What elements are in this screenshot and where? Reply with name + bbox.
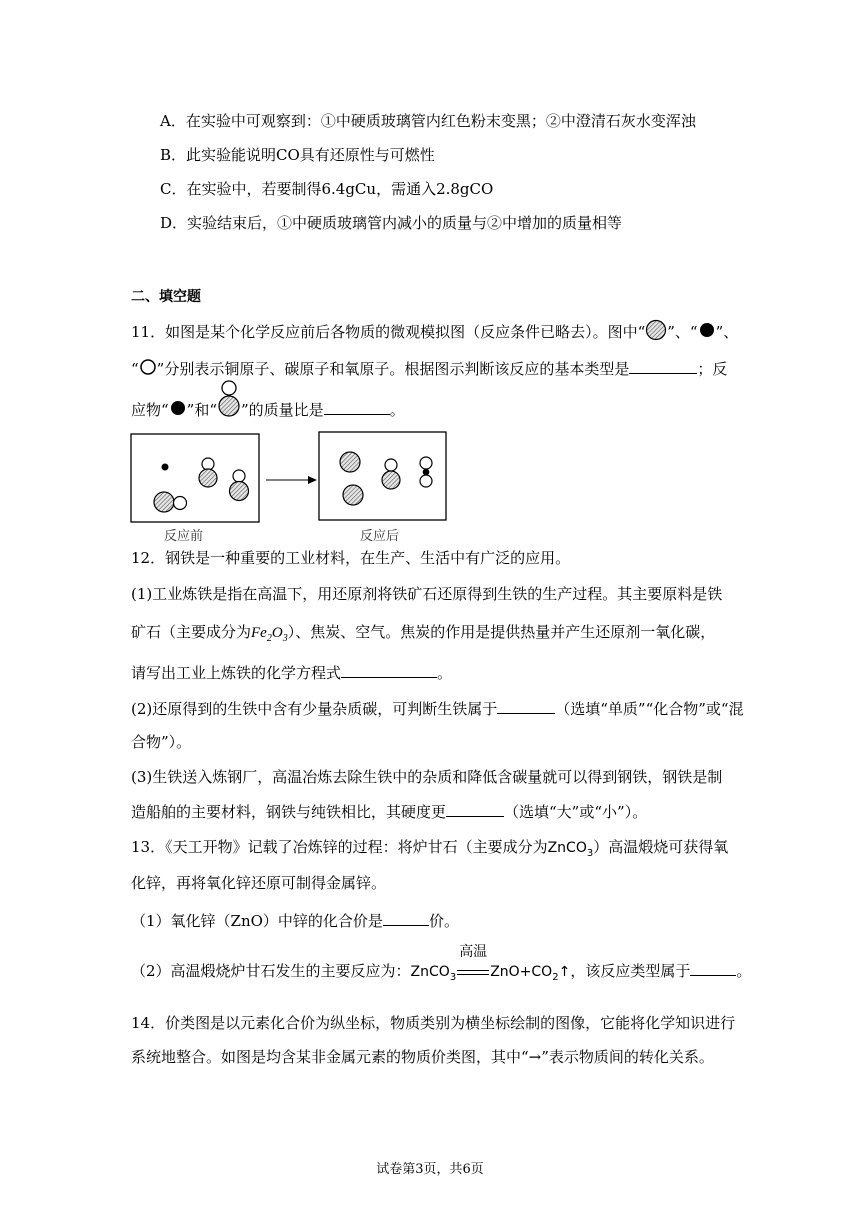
q12-blank-hardness[interactable] (446, 800, 504, 817)
q14-line-1: 14．价类图是以元素化合价为纵坐标，物质类别为横坐标绘制的图像，它能将化学知识进行 (131, 1014, 736, 1032)
q11-blank-reaction-type[interactable] (629, 357, 697, 374)
q13-sub-2: （2）高温煅烧炉甘石发生的主要反应为：ZnCO$_3$ 高温 $ZnO+CO_2↑$，该反应类型属于 。 (131, 944, 752, 983)
q13-sub-1: （1）氧化锌（ZnO）中锌的化合价是 价。 (131, 909, 459, 932)
option-a: A．在实验中可观察到：①中硬质玻璃管内红色粉末变黑；②中澄清石灰水变浑浊 (160, 112, 696, 130)
q11-line-2: “ ”分别表示铜原子、碳原子和氧原子。根据图示判断该反应的基本类型是 ；反 (131, 357, 727, 382)
caption-before: 反应前 (164, 529, 204, 544)
oxygen-atom (385, 459, 397, 471)
oxygen-atom (233, 470, 245, 482)
carbon-atom (162, 464, 169, 471)
carbon-atom-icon (169, 399, 187, 423)
q11-line-1: 11．如图是某个化学反应前后各物质的微观模拟图（反应条件已略去）。图中“ ”、“ ”、 (131, 319, 738, 347)
copper-atom (199, 469, 217, 487)
section-title: 二、填空题 (131, 289, 201, 305)
copper-atom (382, 471, 400, 489)
q13-blank-reaction-type[interactable] (690, 959, 736, 976)
option-d: D．实验结束后，①中硬质玻璃管内减小的质量与②中增加的质量相等 (160, 214, 623, 232)
copper-atom (230, 482, 249, 501)
caption-after: 反应后 (360, 529, 400, 544)
reaction-diagram (128, 430, 450, 524)
q12-blank-classification[interactable] (497, 697, 555, 714)
q11-blank-mass-ratio[interactable] (324, 398, 390, 415)
carbon-atom (423, 469, 430, 476)
q13-line-1: 13．《天工开物》记载了冶炼锌的过程：将炉甘石（主要成分为ZnCO$_3$）高温煅烧可获得氧 (131, 838, 729, 859)
reaction-condition: 高温 (456, 961, 490, 983)
copper-atom (343, 485, 363, 505)
copper-atom (154, 492, 174, 512)
copper-atom (340, 452, 360, 472)
oxygen-atom (420, 475, 432, 487)
q12-p3-line-2: 造船舶的主要材料，钢铁与纯铁相比，其硬度更 （选填“大”或“小”）。 (131, 800, 647, 823)
q14-line-2: 系统地整合。如图是均含某非金属元素的物质价类图，其中“→”表示物质间的转化关系。 (131, 1048, 714, 1066)
formula-fe2o3: $Fe_2O_3$ (251, 625, 288, 644)
option-b: B．此实验能说明CO具有还原性与可燃性 (160, 146, 435, 164)
q12-p3-line-1: (3)生铁送入炼钢厂，高温冶炼去除生铁中的杂质和降低含碳量就可以得到钢铁，钢铁是制 (131, 768, 723, 786)
oxygen-atom-icon (139, 358, 157, 382)
q12-p2-line-1: (2)还原得到的生铁中含有少量杂质碳，可判断生铁属于 （选填“单质”“化合物”或“混 (131, 697, 744, 720)
q13-line-2: 化锌，再将氧化锌还原可制得金属锌。 (131, 874, 387, 892)
oxygen-atom (174, 497, 187, 510)
reaction-equation: ZnCO$_3$ 高温 $ZnO+CO_2↑$ (410, 944, 571, 983)
q13-blank-valence[interactable] (383, 909, 429, 926)
copper-atom-icon (645, 319, 667, 347)
copper-oxide-molecule-icon (217, 379, 241, 425)
q12-p1-line-1: (1)工业炼铁是指在高温下，用还原剂将铁矿石还原得到生铁的生产过程。其主要原料是铁 (131, 585, 723, 603)
arrow-head (308, 476, 317, 484)
q12-p1-line-2: 矿石（主要成分为$Fe_2O_3$）、焦炭、空气。焦炭的作用是提供热量并产生还原剂一氧化碳， (131, 623, 716, 644)
q11-line-3: 应物“ ”和“ ”的质量比是 。 (131, 397, 405, 425)
q12-p1-line-3: 请写出工业上炼铁的化学方程式 。 (131, 661, 452, 684)
q12-stem: 12．钢铁是一种重要的工业材料，在生产、生活中有广泛的应用。 (131, 549, 571, 567)
oxygen-atom (420, 457, 432, 469)
q12-blank-equation[interactable] (341, 661, 437, 678)
carbon-atom-icon (698, 321, 716, 345)
page-footer: 试卷第3页，共6页 (376, 1162, 484, 1177)
oxygen-atom (202, 458, 214, 470)
formula-znco3: ZnCO$_3$ (547, 840, 594, 859)
option-c: C．在实验中，若要制得6.4gCu，需通入2.8gCO (160, 180, 494, 198)
q12-p2-line-2: 合物”）。 (131, 733, 192, 751)
